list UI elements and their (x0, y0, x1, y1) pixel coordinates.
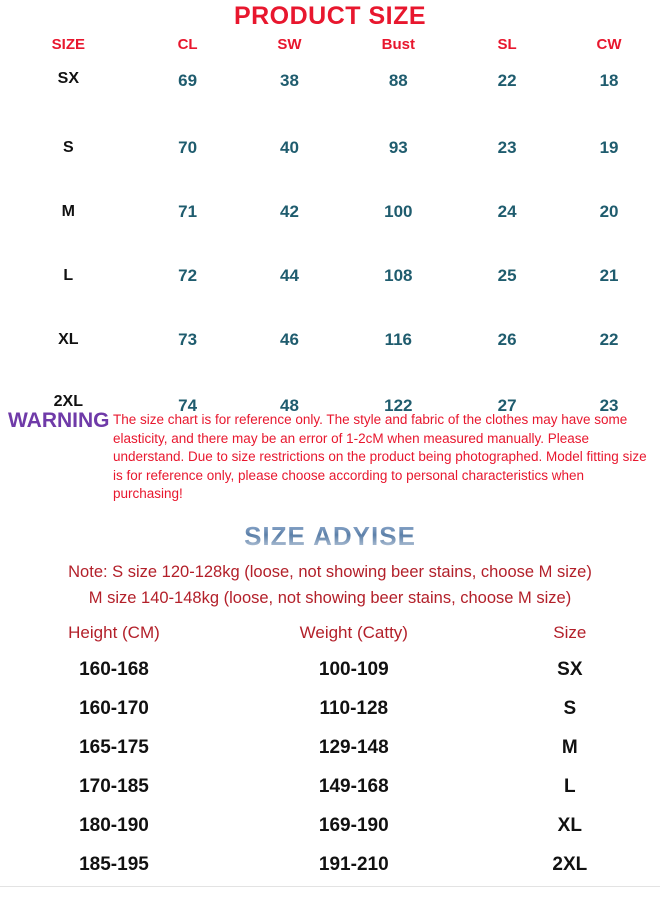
cell-cw: 21 (599, 265, 619, 285)
column-header-sw: SW (277, 35, 302, 53)
cell-cw: 23 (599, 395, 619, 415)
cell-cl: 74 (178, 395, 198, 415)
cell-cw: 22 (599, 329, 619, 349)
cell-weight: 129-148 (318, 736, 389, 758)
warning-text: The size chart is for reference only. The style and fabric of the clothes may have some elasticity, and there may be an error of 1-2cM when measured manually. Please understand. Due to size restrictions on the product being photographed. Model fitting size is for reference only, please choose according to personal characteristics when purchasing! (113, 412, 647, 501)
cell-sl: 23 (497, 137, 517, 157)
cell-sl: 26 (497, 329, 517, 349)
cell-bust: 122 (384, 395, 413, 415)
cell-sl: 25 (497, 265, 517, 285)
cell-bust: 100 (384, 201, 413, 221)
cell-size: M (61, 202, 75, 220)
cell-sw: 44 (280, 265, 299, 285)
cell-sl: 22 (497, 70, 517, 90)
cell-size: SX (557, 658, 583, 680)
cell-sw: 40 (280, 137, 299, 157)
advise-row (0, 845, 660, 884)
cell-size: S (62, 138, 74, 156)
cell-height: 165-175 (79, 736, 149, 758)
cell-size: XL (58, 330, 79, 348)
cell-weight: 110-128 (319, 697, 389, 719)
advise-row (0, 806, 660, 845)
cell-weight: 169-190 (318, 814, 389, 836)
cell-size: 2XL (552, 853, 588, 875)
advise-row (0, 728, 660, 767)
column-header-cw: CW (596, 35, 622, 53)
column-header-size: Size (553, 623, 587, 642)
advise-row (0, 689, 660, 728)
cell-size: XL (557, 814, 582, 836)
cell-size: M (561, 736, 578, 758)
product-size-table (0, 33, 660, 433)
cell-sw: 46 (280, 329, 299, 349)
cell-sl: 24 (497, 201, 517, 221)
table-row (0, 181, 660, 244)
cell-weight: 100-109 (318, 658, 389, 680)
page-title: PRODUCT SIZE (233, 2, 427, 30)
cell-cl: 69 (178, 70, 198, 90)
cell-bust: 93 (388, 137, 408, 157)
size-advise-table (0, 616, 660, 884)
cell-height: 160-168 (79, 658, 149, 680)
warning-label: WARNING (8, 409, 110, 432)
cell-bust: 116 (384, 329, 413, 349)
cell-weight: 149-168 (318, 775, 389, 797)
advise-row (0, 650, 660, 689)
cell-bust: 108 (384, 265, 413, 285)
advise-note-line-2: M size 140-148kg (loose, not showing beer stains, choose M size) (88, 589, 572, 607)
cell-cw: 18 (599, 70, 619, 90)
table-row (0, 118, 660, 181)
cell-weight: 191-210 (318, 853, 389, 875)
bottom-divider (0, 886, 660, 887)
cell-bust: 88 (388, 70, 408, 90)
column-header-sl: SL (497, 35, 517, 53)
table-row (0, 55, 660, 118)
size-advise-title: SIZE ADYISE (0, 521, 660, 552)
advise-note-line-1: Note: S size 120-128kg (loose, not showing beer stains, choose M size) (68, 563, 592, 581)
cell-sl: 27 (497, 395, 517, 415)
cell-cw: 20 (599, 201, 619, 221)
cell-sw: 48 (280, 395, 299, 415)
cell-size: L (564, 775, 576, 797)
column-header-cl: CL (177, 35, 198, 53)
advise-row (0, 767, 660, 806)
table-row (0, 244, 660, 307)
column-header-height: Height (CM) (68, 623, 160, 642)
cell-height: 170-185 (79, 775, 149, 797)
cell-cl: 70 (178, 137, 198, 157)
cell-size: 2XL (53, 392, 83, 410)
cell-height: 160-170 (79, 697, 149, 719)
cell-size: SX (57, 69, 79, 87)
column-header-bust: Bust (381, 35, 415, 53)
cell-sw: 42 (280, 201, 299, 221)
cell-cl: 72 (178, 265, 198, 285)
table-row (0, 307, 660, 370)
cell-cw: 19 (599, 137, 619, 157)
cell-cl: 71 (178, 201, 198, 221)
column-header-size: SIZE (51, 35, 85, 53)
advise-header-row (0, 616, 660, 650)
cell-height: 180-190 (79, 814, 149, 836)
cell-size: L (63, 266, 74, 284)
cell-height: 185-195 (79, 853, 149, 875)
cell-sw: 38 (280, 70, 299, 90)
cell-size: S (563, 697, 577, 719)
cell-cl: 73 (178, 329, 198, 349)
column-header-weight: Weight (Catty) (299, 623, 408, 642)
